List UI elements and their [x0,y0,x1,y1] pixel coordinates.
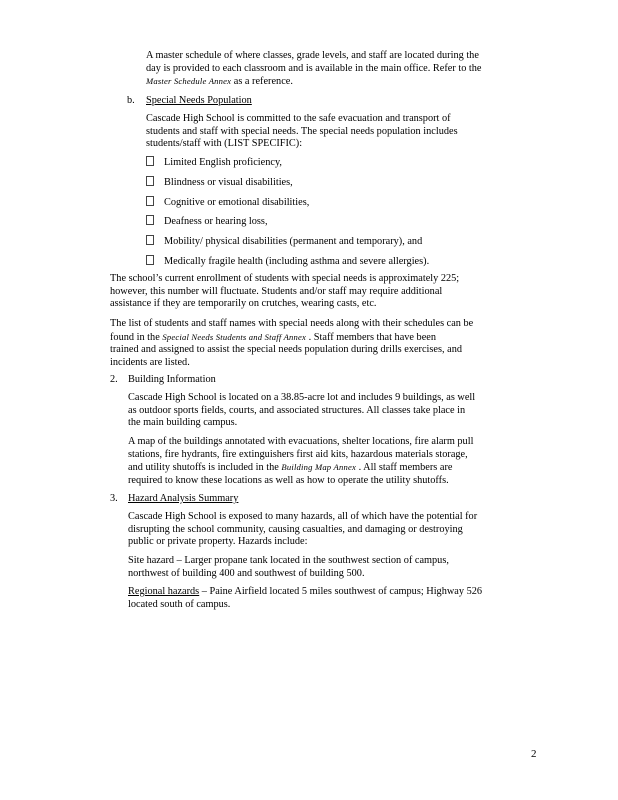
bullet-icon [146,176,154,186]
list-item-text: Medically fragile health (including asthma and severe allergies). [164,256,430,267]
text-line: A map of the buildings annotated with evacuations, shelter locations, fire alarm pull [128,436,474,447]
text-fragment: . Staff members that have been [308,331,436,343]
text-line: day is provided to each classroom and is available in the main office. Refer to the [146,62,482,74]
section-marker: 2. [110,374,118,385]
hazard-paragraph [128,511,538,549]
page-number: 2 [531,748,537,760]
list-item [146,235,422,249]
text-line: Cascade High School is exposed to many hazards, all of which have the potential for [128,511,478,522]
text-line: The school’s current enrollment of students with special needs is approximately 225; [110,273,460,284]
section-marker: 3. [110,493,118,504]
list-item [146,196,309,210]
text-line: students/staff with (LIST SPECIFIC): [146,138,303,150]
text-line: however, this number will fluctuate. Students and/or staff may require additional [110,285,443,297]
text-line: required to know these locations as well as how to operate the utility shutoffs. [128,474,449,486]
text-line: Cascade High School is located on a 38.85-acre lot and includes 9 buildings, as well [128,392,476,403]
text-fragment: found in the [110,331,160,343]
special-needs-list-paragraph [110,318,538,369]
regional-hazard-paragraph [128,586,538,611]
master-schedule-paragraph [146,50,539,89]
building-info-paragraph [128,392,538,430]
text-line [146,75,539,89]
text-line [128,461,538,475]
text-line: the main building campus. [128,417,238,429]
list-item-text: Deafness or hearing loss, [164,216,268,227]
text-line: incidents are listed. [110,356,190,368]
bullet-icon [146,156,154,166]
section-heading: Hazard Analysis Summary [128,493,239,504]
site-hazard-paragraph [128,555,508,580]
text-line: Site hazard – Larger propane tank located in the southwest section of campus, [128,555,449,566]
list-item [146,176,293,190]
regional-hazards-label: Regional hazards [128,586,200,597]
list-item-text: Cognitive or emotional disabilities, [164,197,310,208]
text-line: stations, fire hydrants, fire extinguishers first aid kits, hazardous materials storage, [128,448,468,460]
text-line: as outdoor sports fields, courts, and associated structures. All classes take place in [128,404,466,416]
text-line [110,331,538,345]
text-fragment: . All staff members are [358,462,453,474]
text-line: located south of campus. [128,598,231,610]
text-line: public or private property. Hazards include: [128,536,308,548]
enrollment-paragraph [110,273,538,311]
bullet-icon [146,215,154,225]
list-item-text: Limited English proficiency, [164,157,283,168]
text-line [128,586,538,599]
special-needs-paragraph [146,113,510,151]
text-fragment: – Paine Airfield located 5 miles southwest of campus; Highway 526 [199,586,483,597]
section-marker: b. [127,95,135,106]
text-line: disrupting the school community, causing casualties, and damaging or destroying [128,523,463,535]
list-item-text: Blindness or visual disabilities, [164,177,293,188]
text-line: Cascade High School is committed to the safe evacuation and transport of [146,113,451,124]
list-item [146,156,282,170]
annex-reference: Special Needs Students and Staff Annex [162,331,307,342]
text-line: students and staff with special needs. The special needs population includes [146,125,458,137]
list-item-text: Mobility/ physical disabilities (permanent and temporary), and [164,236,423,247]
text-fragment: as a reference. [233,76,293,88]
annex-reference: Master Schedule Annex [146,76,232,87]
building-map-paragraph [128,436,538,487]
bullet-icon [146,196,154,206]
list-item [146,215,268,229]
text-line: trained and assigned to assist the special needs population during drills exercises, and [110,344,463,356]
text-line: northwest of building 400 and southwest of building 500. [128,567,365,579]
bullet-icon [146,235,154,245]
text-line: A master schedule of where classes, grade levels, and staff are located during the [146,50,479,61]
text-line: The list of students and staff names with special needs along with their schedules can be [110,318,474,329]
section-heading: Special Needs Population [146,95,252,106]
list-item [146,255,429,269]
annex-reference: Building Map Annex [281,462,356,473]
bullet-icon [146,255,154,265]
text-fragment: and utility shutoffs is included in the [128,462,279,474]
text-line: assistance if they are temporarily on crutches, wearing casts, etc. [110,298,377,310]
section-heading: Building Information [128,374,216,385]
